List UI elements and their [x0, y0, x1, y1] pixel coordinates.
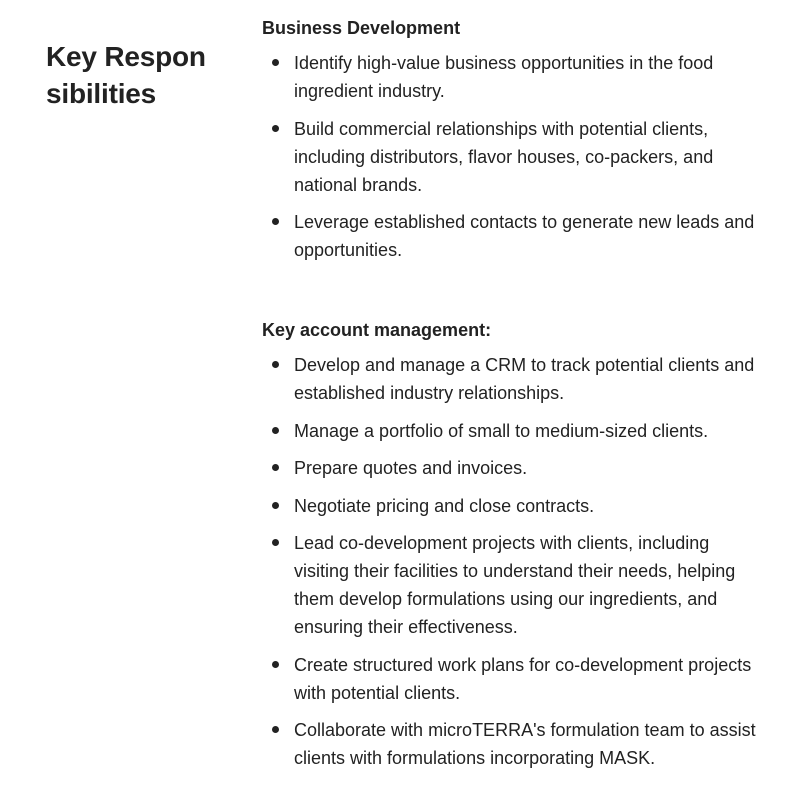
list-item-text: Build commercial relationships with potential clients, including distributors, flavor houses, co-packers, and national brands.: [294, 118, 714, 195]
responsibilities-content: [262, 14, 762, 772]
list-item-text: Create structured work plans for co-development projects with potential clients.: [294, 654, 752, 703]
bullet-icon: [272, 726, 279, 733]
list-item: [262, 651, 762, 707]
bullet-icon: [272, 502, 279, 509]
list-item-text: Manage a portfolio of small to medium-sized clients.: [294, 420, 709, 441]
list-item-text: Leverage established contacts to generate new leads and opportunities.: [294, 212, 755, 260]
bullet-icon: [272, 125, 279, 132]
section-heading: Key Responsibilities: [46, 41, 206, 109]
list-item: [262, 49, 762, 105]
list-item: [262, 208, 762, 264]
list-item-text: Identify high-value business opportunities in the food ingredient industry.: [294, 53, 714, 101]
list-item: [262, 351, 762, 407]
group-title: Business Development: [262, 18, 461, 38]
list-item-text: Prepare quotes and invoices.: [294, 458, 528, 478]
list-item: [262, 716, 762, 772]
bullet-icon: [272, 218, 279, 225]
list-item: [262, 417, 762, 445]
group-title: Key account management:: [262, 320, 492, 340]
list-item: [262, 492, 762, 520]
bullet-list: [262, 351, 762, 772]
list-item-text: Collaborate with microTERRA's formulation team to assist clients with formulations incorporating MASK.: [294, 720, 756, 768]
key-account-management-group: [262, 316, 762, 772]
list-item: [262, 529, 762, 641]
list-item-text: Negotiate pricing and close contracts.: [294, 495, 595, 516]
bullet-list: [262, 49, 762, 264]
bullet-icon: [272, 361, 279, 368]
bullet-icon: [272, 464, 279, 471]
list-item-text: Develop and manage a CRM to track potential clients and established industry relationships.: [294, 355, 755, 403]
bullet-icon: [272, 59, 279, 66]
bullet-icon: [272, 427, 279, 434]
list-item-text: Lead co-development projects with clients, including visiting their facilities to understand their needs, helping them develop formulations using our ingredients, and ensuring their effectiveness.: [294, 533, 736, 637]
bullet-icon: [272, 539, 279, 546]
bullet-icon: [272, 661, 279, 668]
business-development-group: [262, 14, 762, 264]
list-item: [262, 454, 762, 482]
list-item: [262, 115, 762, 199]
